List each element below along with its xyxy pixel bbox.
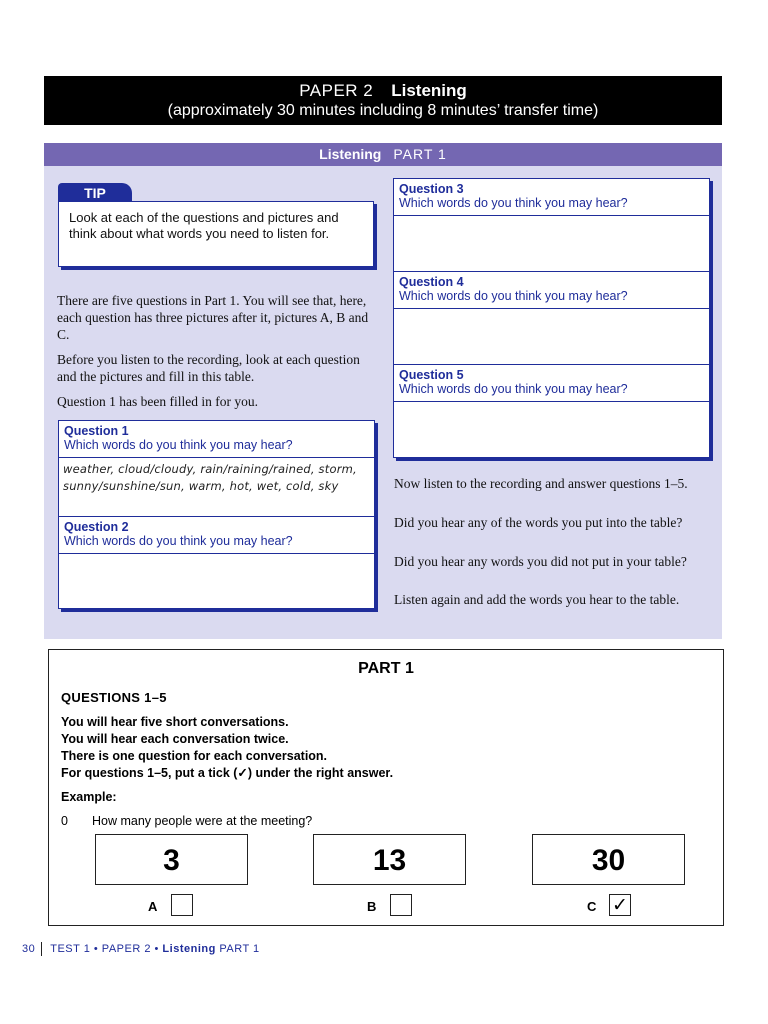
question-2-header (59, 517, 374, 554)
section-title (44, 143, 722, 166)
option-c-checkbox[interactable]: ✓ (609, 894, 631, 916)
question-3-header (394, 179, 709, 216)
option-c-label: C (587, 899, 597, 914)
tip-label: TIP (58, 183, 132, 203)
question-2-prompt: Which words do you think you may hear? (64, 534, 293, 548)
footer-part: PART 1 (219, 942, 260, 955)
intro-paragraph-1: There are five questions in Part 1. You will see that, here, each question has three pictures after it, pictures A, B and C. (57, 293, 369, 342)
followup-paragraph-4: Listen again and add the words you hear to the table. (394, 592, 680, 607)
paper-title: Listening (391, 81, 467, 100)
instruction-line: You will hear each conversation twice. (61, 732, 289, 746)
footer-section: Listening (162, 942, 216, 955)
option-b-picture: 13 (313, 834, 466, 885)
question-4-header (394, 272, 709, 309)
option-b-label: B (367, 899, 377, 914)
exam-part-box (48, 649, 724, 926)
section-title-part: PART 1 (393, 146, 447, 162)
intro-paragraph-3: Question 1 has been filled in for you. (57, 394, 258, 409)
question-1-answer: weather, cloud/cloudy, rain/raining/rained, storm, sunny/sunshine/sun, warm, hot, wet, cold, sky (63, 462, 357, 493)
question-5-prompt: Which words do you think you may hear? (399, 382, 628, 396)
page-number: 30 (22, 942, 36, 955)
question-4-answer-cell[interactable] (394, 309, 709, 364)
questions-heading: QUESTIONS 1–5 (61, 690, 167, 705)
listening-practice-section (44, 143, 722, 639)
instruction-line: You will hear five short conversations. (61, 715, 289, 729)
section-title-bold: Listening (319, 146, 382, 162)
question-5-header (394, 365, 709, 402)
question-3-prompt: Which words do you think you may hear? (399, 196, 628, 210)
option-a-checkbox[interactable] (171, 894, 193, 916)
question-1-answer-cell[interactable] (59, 458, 374, 516)
question-table-right (393, 178, 710, 458)
page-footer (22, 942, 260, 956)
question-1-prompt: Which words do you think you may hear? (64, 438, 293, 452)
followup-paragraph-1: Now listen to the recording and answer questions 1–5. (394, 476, 688, 491)
question-4-prompt: Which words do you think you may hear? (399, 289, 628, 303)
question-1-title: Question 1 (64, 424, 129, 438)
question-5-answer-cell[interactable] (394, 402, 709, 454)
question-table-left (58, 420, 375, 609)
option-b-checkbox[interactable] (390, 894, 412, 916)
followup-paragraph-3: Did you hear any words you did not put in your table? (394, 554, 687, 569)
instruction-line: There is one question for each conversation. (61, 749, 328, 763)
footer-divider (41, 942, 42, 956)
question-1-header (59, 421, 374, 458)
option-a-picture: 3 (95, 834, 248, 885)
followup-paragraph-2: Did you hear any of the words you put into the table? (394, 515, 683, 530)
example-label: Example: (61, 790, 117, 804)
instructions (61, 714, 393, 782)
question-2-answer-cell[interactable] (59, 554, 374, 604)
question-5-title: Question 5 (399, 368, 464, 382)
paper-header (44, 76, 722, 125)
part-title: PART 1 (358, 660, 414, 677)
question-3-title: Question 3 (399, 182, 464, 196)
example-number: 0 (61, 814, 68, 828)
option-c-picture: 30 (532, 834, 685, 885)
question-2-title: Question 2 (64, 520, 129, 534)
example-question: How many people were at the meeting? (92, 814, 313, 828)
intro-paragraph-2: Before you listen to the recording, look at each question and the pictures and fill in this table. (57, 352, 360, 384)
question-3-answer-cell[interactable] (394, 216, 709, 271)
footer-test: TEST 1 • PAPER 2 • (50, 942, 159, 955)
question-4-title: Question 4 (399, 275, 464, 289)
option-a-label: A (148, 899, 158, 914)
paper-number: PAPER 2 (299, 81, 374, 100)
tip-box: Look at each of the questions and pictures and think about what words you need to listen for. (58, 201, 374, 267)
instruction-line: For questions 1–5, put a tick (✓) under the right answer. (61, 766, 394, 780)
paper-subtitle: (approximately 30 minutes including 8 minutes’ transfer time) (167, 102, 599, 119)
